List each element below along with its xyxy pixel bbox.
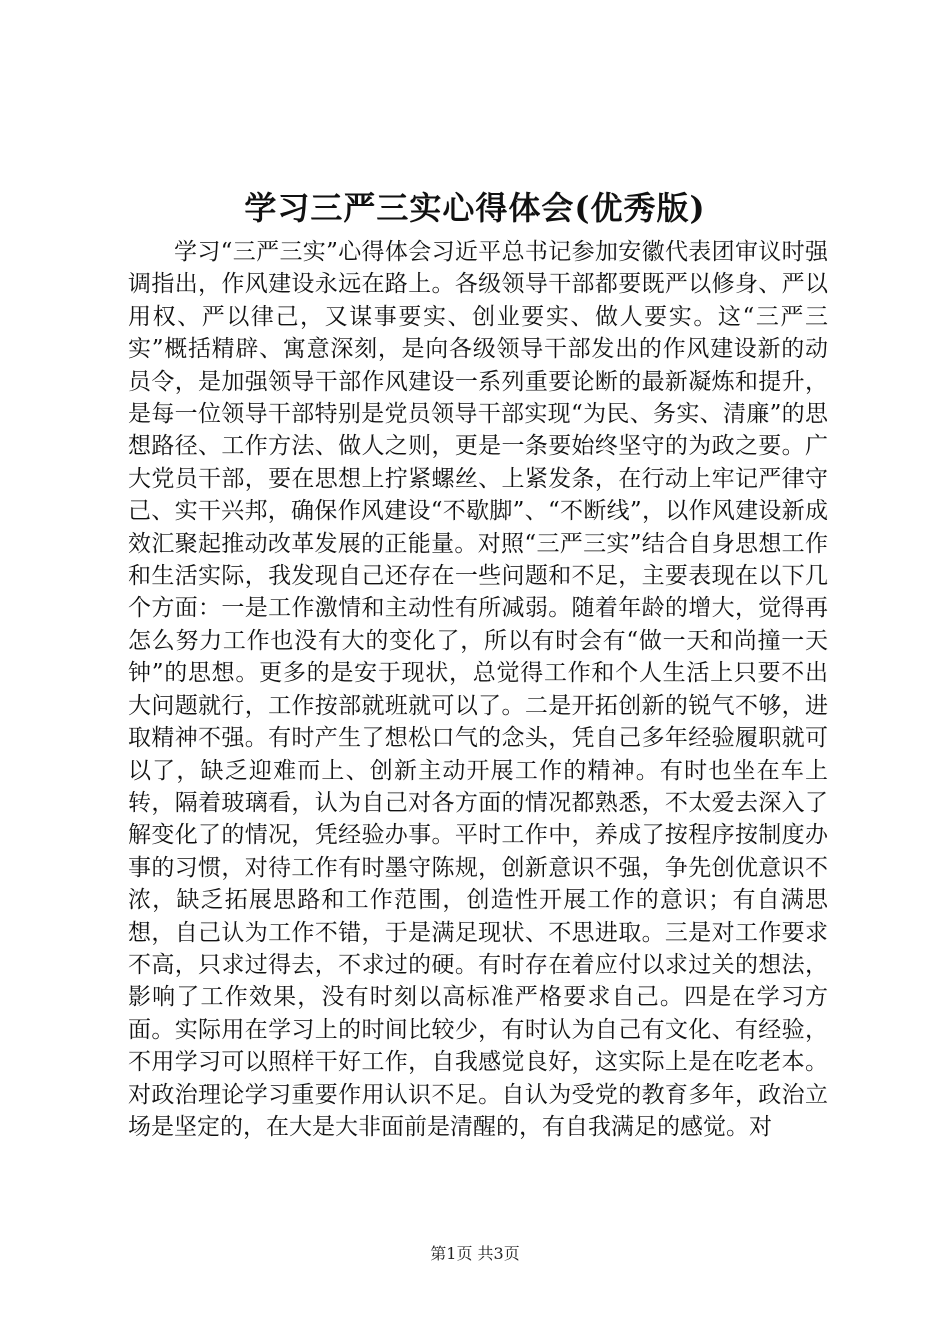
document-body: 学习“三严三实”心得体会习近平总书记参加安徽代表团审议时强调指出，作风建设永远在路上。各级领导干部都要既严以修身、严以用权、严以律己，又谋事要实、创业要实、做人要实。这“三严三实”概括精辟、寓意深刻，是向各级领导干部发出的作风建设新的动员令，是加强领导干部作风建设一系列重要论断的最新凝炼和提升，是每一位领导干部特别是党员领导干部实现“为民、务实、清廉”的思想路径、工作方法、做人之则，更是一条要始终坚守的为政之要。广大党员干部，要在思想上拧紧螺丝、上紧发条，在行动上牢记严律守己、实干兴邦，确保作风建设“不歇脚”、“不断线”，以作风建设新成效汇聚起推动改革发展的正能量。对照“三严三实”结合自身思想工作和生活实际，我发现自己还存在一些问题和不足，主要表现在以下几个方面：一是工作激情和主动性有所减弱。随着年龄的增大，觉得再怎么努力工作也没有大的变化了，所以有时会有“做一天和尚撞一天钟”的思想。更多的是安于现状，总觉得工作和个人生活上只要不出大问题就行，工作按部就班就可以了。二是开拓创新的锐气不够，进取精神不强。有时产生了想松口气的念头，凭自己多年经验履职就可以了，缺乏迎难而上、创新主动开展工作的精神。有时也坐在车上转，隔着玻璃看，认为自己对各方面的情况都熟悉，不太爱去深入了解变化了的情况，凭经验办事。平时工作中，养成了按程序按制度办事的习惯，对待工作有时墨守陈规，创新意识不强，争先创优意识不浓，缺乏拓展思路和工作范围，创造性开展工作的意识；有自满思想，自己认为工作不错，于是满足现状、不思进取。三是对工作要求不高，只求过得去，不求过的硬。有时存在着应付以求过关的想法，影响了工作效果，没有时刻以高标准严格要求自己。四是在学习方面。实际用在学习上的时间比较少，有时认为自己有文化、有经验，不用学习可以照样干好工作，自我感觉良好，这实际上是在吃老本。对政治理论学习重要作用认识不足。自认为受党的教育多年，政治立场是坚定的，在大是大非面前是清醒的，有自我满足的感觉。对 <box>128 239 828 1140</box>
page-number: 第1页 共3页 <box>430 1244 520 1263</box>
document-title: 学习三严三实心得体会(优秀版) <box>244 189 706 227</box>
